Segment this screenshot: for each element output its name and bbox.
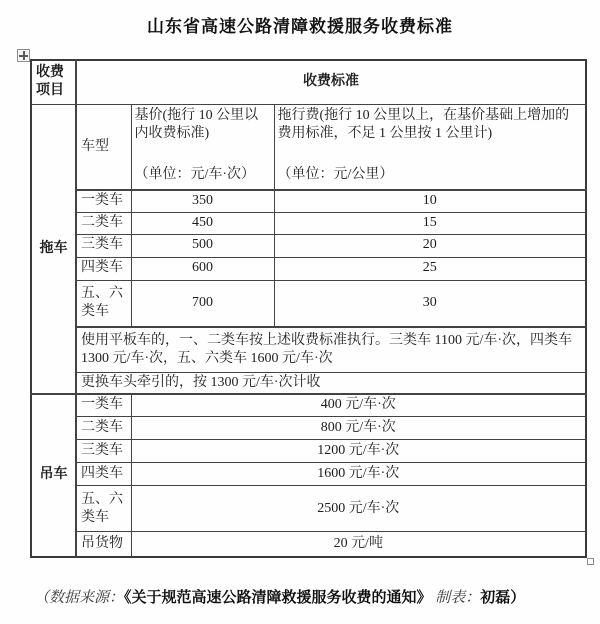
move-cross-icon xyxy=(18,50,29,61)
table-row xyxy=(31,280,586,327)
base-price-value: 500 xyxy=(131,234,274,257)
source-note xyxy=(34,586,600,607)
document-title: 山东省高速公路清障救援服务收费标准 xyxy=(147,17,453,36)
vehicle-type: 一类车 xyxy=(76,394,131,417)
base-price-value: 450 xyxy=(131,212,274,234)
crane-fee-value: 400 元/车·次 xyxy=(131,394,586,417)
crane-fee-value: 2500 元/车·次 xyxy=(131,486,586,532)
table-row xyxy=(31,190,586,212)
tow-fee-header-cell xyxy=(274,104,586,190)
header-fee-item: 收费项目 xyxy=(31,60,76,104)
crane-fee-value: 800 元/车·次 xyxy=(131,417,586,440)
table-row xyxy=(31,486,586,532)
vehicle-type: 五、六类车 xyxy=(76,280,131,327)
table-row xyxy=(31,257,586,280)
base-price-value: 350 xyxy=(131,190,274,212)
vehicle-type: 四类车 xyxy=(76,257,131,280)
group-label-tow: 拖车 xyxy=(31,104,76,394)
fee-table xyxy=(30,59,587,558)
crane-fee-value: 1200 元/车·次 xyxy=(131,440,586,463)
tow-note-head-swap: 更换车头牵引的，按 1300 元/车·次计收 xyxy=(76,372,586,394)
per-km-value: 10 xyxy=(274,190,586,212)
vehicle-type: 三类车 xyxy=(76,234,131,257)
table-row xyxy=(31,440,586,463)
per-km-value: 20 xyxy=(274,234,586,257)
tow-note-flatbed: 使用平板车的，一、二类车按上述收费标准执行。三类车 1100 元/车·次，四类车 1300 元/车·次，五、六类车 1600 元/车·次 xyxy=(76,327,586,372)
base-price-value: 600 xyxy=(131,257,274,280)
tow-fee-header: 拖行费(拖行 10 公里以上，在基价基础上增加的费用标准，不足 1 公里按 1 公里计) xyxy=(277,107,570,141)
base-price-header-cell xyxy=(131,104,274,190)
vehicle-type: 四类车 xyxy=(76,463,131,486)
table-row xyxy=(31,234,586,257)
table-row xyxy=(31,417,586,440)
base-price-header: 基价(拖行 10 公里以内收费标准) xyxy=(134,107,259,141)
per-km-value: 30 xyxy=(274,280,586,327)
vehicle-type: 二类车 xyxy=(76,212,131,234)
vehicle-type: 一类车 xyxy=(76,190,131,212)
tabulator-name: 初磊） xyxy=(480,588,526,606)
table-row xyxy=(31,463,586,486)
crane-fee-value: 20 元/吨 xyxy=(131,532,586,557)
crane-fee-value: 1600 元/车·次 xyxy=(131,463,586,486)
tow-fee-unit: （单位：元/公里） xyxy=(277,166,394,182)
per-km-value: 25 xyxy=(274,257,586,280)
table-row xyxy=(31,212,586,234)
table-row xyxy=(31,532,586,557)
header-fee-standard: 收费标准 xyxy=(76,60,586,104)
vehicle-type: 吊货物 xyxy=(76,532,131,557)
vehicle-type: 三类车 xyxy=(76,440,131,463)
base-price-unit: （单位：元/车·次） xyxy=(134,166,256,182)
vehicle-type-header: 车型 xyxy=(76,104,131,190)
vehicle-type: 五、六类车 xyxy=(76,486,131,532)
group-label-crane: 吊车 xyxy=(31,394,76,557)
per-km-value: 15 xyxy=(274,212,586,234)
fee-table-zone xyxy=(30,59,585,558)
table-row xyxy=(31,394,586,417)
source-document-title: 《关于规范高速公路清障救援服务收费的通知》 xyxy=(124,588,432,606)
base-price-value: 700 xyxy=(131,280,274,327)
source-prefix: （数据来源： xyxy=(34,589,125,606)
table-move-handle[interactable] xyxy=(17,49,30,62)
tabulator-label: 制表： xyxy=(431,589,481,606)
table-row xyxy=(31,327,586,372)
table-row xyxy=(31,372,586,394)
table-resize-handle[interactable] xyxy=(587,558,594,565)
vehicle-type: 二类车 xyxy=(76,417,131,440)
